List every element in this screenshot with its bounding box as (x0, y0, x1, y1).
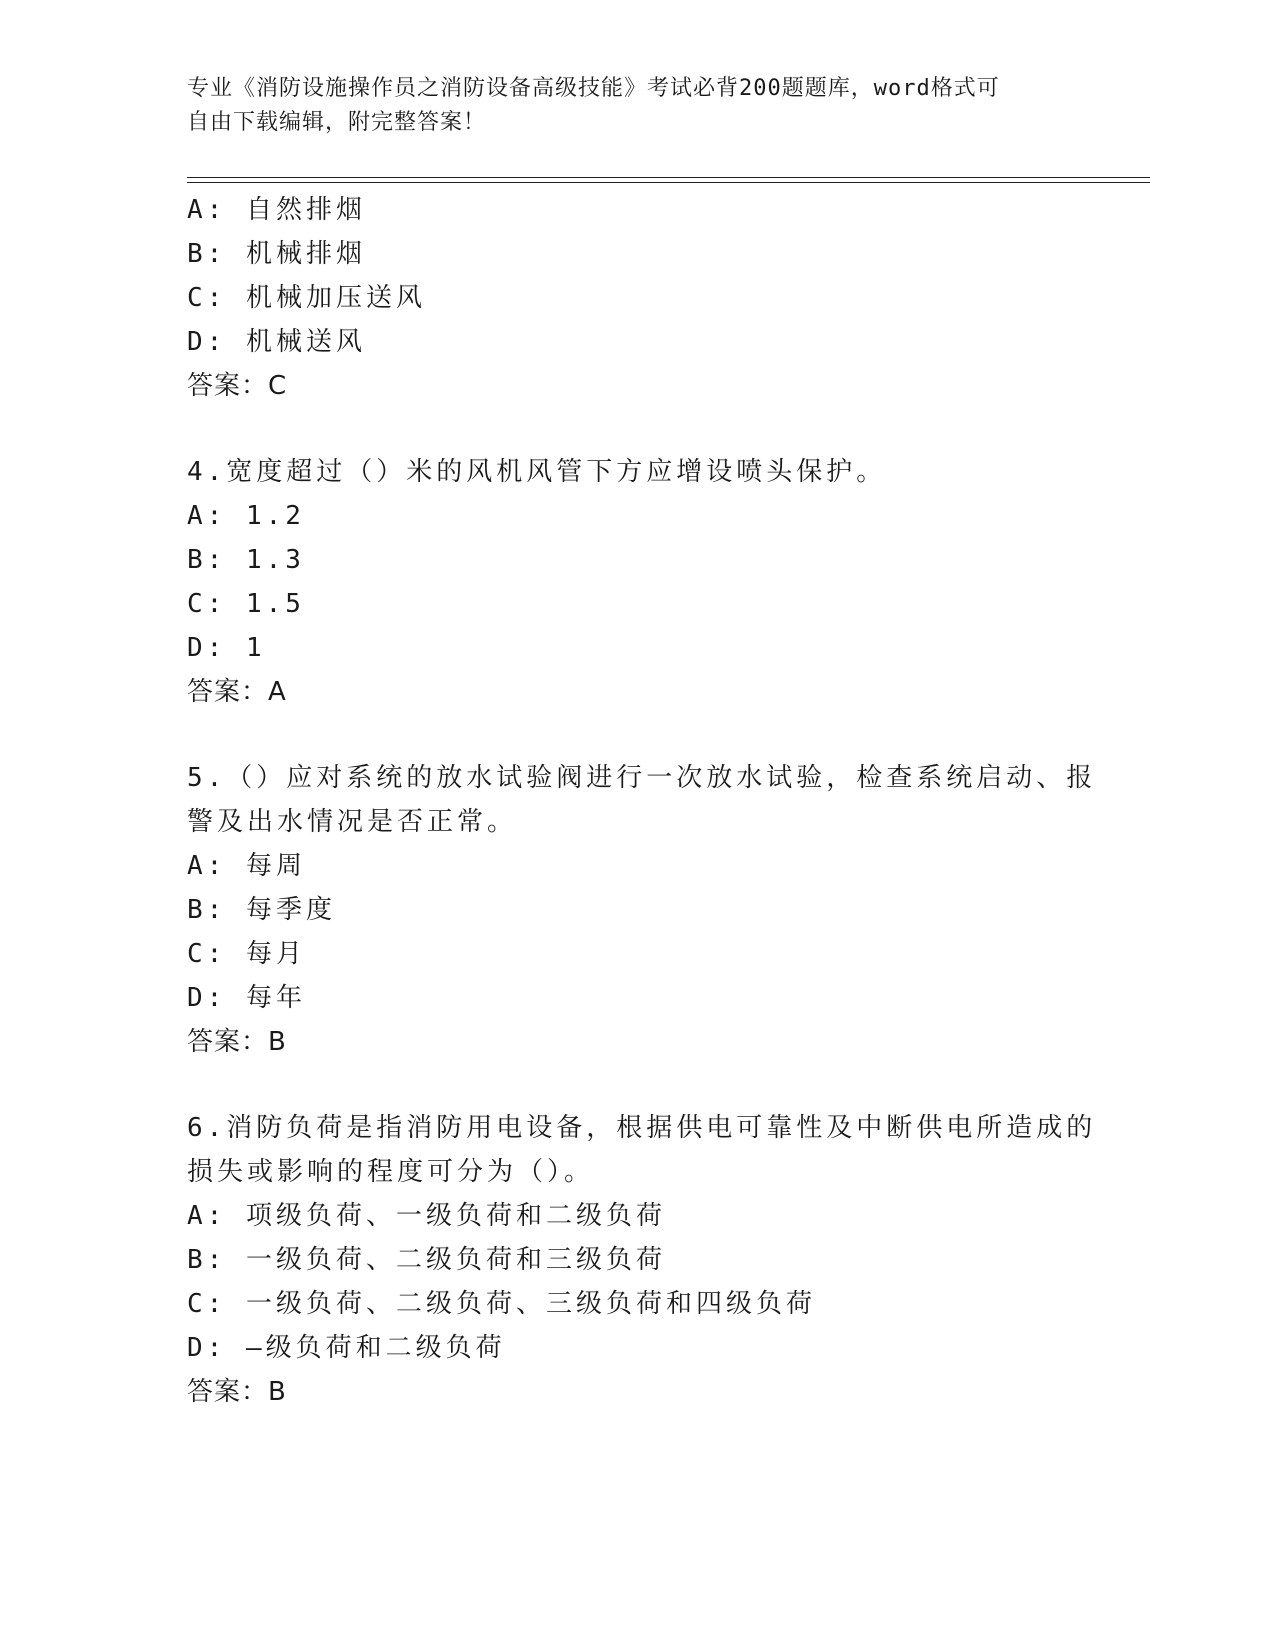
header-divider-top (187, 177, 1150, 178)
q5-answer: 答案：B (187, 1027, 287, 1057)
q3-option-a: A: 自然排烟 (187, 195, 366, 225)
header-line-1: 专业《消防设施操作员之消防设备高级技能》考试必背200题题库，word格式可 (187, 76, 1000, 101)
q6-stem-line-2: 损失或影响的程度可分为（）。 (187, 1157, 595, 1187)
q3-answer: 答案：C (187, 371, 288, 401)
q4-stem-line-1: 4.宽度超过（）米的风机风管下方应增设喷头保护。 (187, 457, 887, 487)
q4-option-b: B: 1.3 (187, 545, 305, 575)
q3-option-d: D: 机械送风 (187, 327, 366, 357)
q3-option-b: B: 机械排烟 (187, 239, 366, 269)
header-line-2: 自由下载编辑，附完整答案！ (187, 110, 487, 135)
q4-option-a: A: 1.2 (187, 501, 305, 531)
header-divider-bottom (187, 182, 1150, 183)
q5-option-a: A: 每周 (187, 851, 306, 881)
q5-stem-line-1: 5.（）应对系统的放水试验阀进行一次放水试验，检查系统启动、报 (187, 763, 1097, 793)
q6-stem-line-1: 6.消防负荷是指消防用电设备，根据供电可靠性及中断供电所造成的 (187, 1113, 1097, 1143)
q5-option-d: D: 每年 (187, 983, 306, 1013)
q5-option-c: C: 每月 (187, 939, 306, 969)
q5-option-b: B: 每季度 (187, 895, 336, 925)
q5-stem-line-2: 警及出水情况是否正常。 (187, 807, 518, 837)
q4-answer: 答案：A (187, 677, 287, 707)
q6-option-c: C: 一级负荷、二级负荷、三级负荷和四级负荷 (187, 1289, 816, 1319)
q6-option-b: B: 一级负荷、二级负荷和三级负荷 (187, 1245, 666, 1275)
document-header (187, 72, 1067, 140)
q3-option-c: C: 机械加压送风 (187, 283, 426, 313)
q6-option-d: D: —级负荷和二级负荷 (187, 1333, 506, 1363)
q4-option-d: D: 1 (187, 633, 266, 663)
q4-option-c: C: 1.5 (187, 589, 305, 619)
q6-answer: 答案：B (187, 1377, 287, 1407)
q6-option-a: A: 项级负荷、一级负荷和二级负荷 (187, 1201, 666, 1231)
